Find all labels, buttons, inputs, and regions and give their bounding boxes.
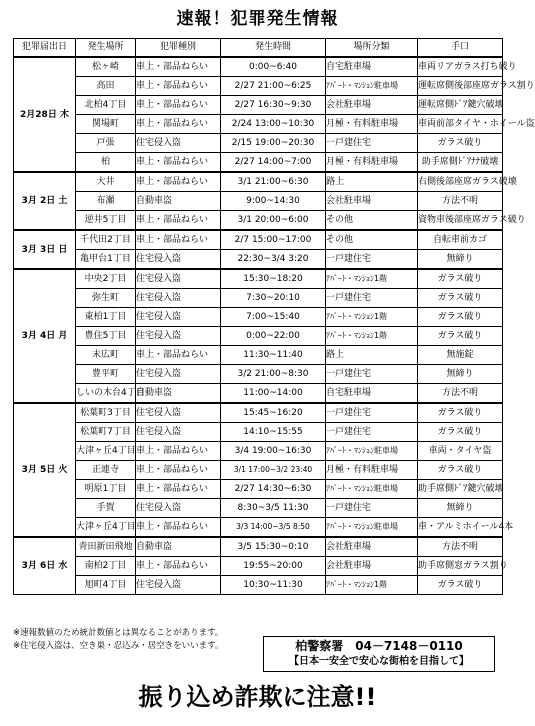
- place-type: 会社駐車場: [326, 96, 418, 115]
- incident-time: 7:30~20:10: [221, 289, 326, 308]
- place-type: 一戸建住宅: [326, 423, 418, 442]
- incident-place: しいの木台4丁目: [76, 384, 136, 404]
- crime-method: ガラス破り: [418, 461, 503, 480]
- place-type: ｱﾊﾟｰﾄ・ﾏﾝｼｮﾝ駐車場: [326, 480, 418, 499]
- crime-method: ガラス破り: [418, 134, 503, 153]
- table-row: [14, 115, 503, 134]
- incident-time: 2/27 21:00~6:25: [221, 77, 326, 96]
- note-line: ※住宅侵入盗は、空き巣・忍込み・居空きをいいます。: [13, 641, 224, 651]
- place-type: その他: [326, 211, 418, 231]
- crime-type: 車上・部品ねらい: [136, 346, 221, 365]
- incident-time: 3/1 20:00~6:00: [221, 211, 326, 231]
- incident-place: 亀甲台1丁目: [76, 250, 136, 270]
- incident-place: 松葉町3丁目: [76, 403, 136, 423]
- incident-place: 東柏1丁目: [76, 308, 136, 327]
- place-type: 一戸建住宅: [326, 250, 418, 270]
- report-date: 3月 6日 水: [14, 537, 76, 595]
- place-type: 一戸建住宅: [326, 365, 418, 384]
- incident-place: 豊住5丁目: [76, 327, 136, 346]
- crime-method: ガラス破り: [418, 576, 503, 595]
- police-slogan: 【日本一安全で安心な街柏を目指して】: [289, 656, 469, 667]
- table-row: [14, 384, 503, 404]
- incident-place: 戸張: [76, 134, 136, 153]
- table-row: [14, 557, 503, 576]
- place-type: 一戸建住宅: [326, 134, 418, 153]
- report-date: 3月 4日 月: [14, 269, 76, 403]
- crime-method: 無締り: [418, 499, 503, 518]
- crime-method: 車・アルミホイール4本: [418, 518, 503, 538]
- crime-method: 自転車前カゴ: [418, 230, 503, 250]
- incident-place: 大津ヶ丘4丁目: [76, 442, 136, 461]
- place-type: ｱﾊﾟｰﾄ・ﾏﾝｼｮﾝ1階: [326, 327, 418, 346]
- crime-method: 無施錠: [418, 346, 503, 365]
- incident-time: 2/24 13:00~10:30: [221, 115, 326, 134]
- incident-place: 正連寺: [76, 461, 136, 480]
- incident-place: 南柏2丁目: [76, 557, 136, 576]
- note-line: ※速報数値のため統計数値とは異なることがあります。: [13, 628, 224, 638]
- header-place-type: 場所分類: [326, 39, 418, 58]
- police-name-phone: 柏警察署 04－7148－0110: [295, 639, 463, 653]
- crime-method: ガラス破り: [418, 423, 503, 442]
- table-row: [14, 461, 503, 480]
- incident-place: 松ヶ崎: [76, 57, 136, 77]
- table-row: [14, 423, 503, 442]
- crime-type: 車上・部品ねらい: [136, 461, 221, 480]
- place-type: 月極・有料駐車場: [326, 115, 418, 134]
- incident-time: 2/15 19:00~20:30: [221, 134, 326, 153]
- header-time: 発生時間: [221, 39, 326, 58]
- table-row: [14, 211, 503, 231]
- table-row: [14, 365, 503, 384]
- crime-method: ガラス破り: [418, 327, 503, 346]
- crime-type: 住宅侵入盗: [136, 250, 221, 270]
- table-row: [14, 537, 503, 557]
- crime-type: 住宅侵入盗: [136, 365, 221, 384]
- crime-type: 車上・部品ねらい: [136, 557, 221, 576]
- incident-time: 19:55~20:00: [221, 557, 326, 576]
- table-row: [14, 480, 503, 499]
- place-type: 会社駐車場: [326, 557, 418, 576]
- incident-place: 柏: [76, 153, 136, 173]
- crime-type: 住宅侵入盗: [136, 308, 221, 327]
- crime-type: 車上・部品ねらい: [136, 480, 221, 499]
- table-row: [14, 518, 503, 538]
- incident-time: 3/2 21:00~8:30: [221, 365, 326, 384]
- date-group: [14, 269, 503, 403]
- incident-time: 11:30~11:40: [221, 346, 326, 365]
- incident-place: 千代田2丁目: [76, 230, 136, 250]
- crime-method: 資物車後部座席ガラス破り: [418, 211, 503, 231]
- crime-method: 方法不明: [418, 537, 503, 557]
- crime-type: 車上・部品ねらい: [136, 115, 221, 134]
- crime-type: 住宅侵入盗: [136, 576, 221, 595]
- incident-place: 布瀬: [76, 192, 136, 211]
- incident-time: 3/1 21:00~6:30: [221, 172, 326, 192]
- table-row: [14, 230, 503, 250]
- crime-method: 車両・タイヤ盗: [418, 442, 503, 461]
- header-method: 手口: [418, 39, 503, 58]
- crime-method: 車両リアガラス打ち破り: [418, 57, 503, 77]
- incident-time: 10:30~11:30: [221, 576, 326, 595]
- crime-method: ガラス破り: [418, 269, 503, 289]
- place-type: ｱﾊﾟｰﾄ・ﾏﾝｼｮﾝ1階: [326, 576, 418, 595]
- incident-place: 関場町: [76, 115, 136, 134]
- place-type: 自宅駐車場: [326, 384, 418, 404]
- crime-table: [13, 38, 535, 595]
- place-type: 会社駐車場: [326, 537, 418, 557]
- place-type: 会社駐車場: [326, 192, 418, 211]
- incident-place: 手賀: [76, 499, 136, 518]
- place-type: ｱﾊﾟｰﾄ・ﾏﾝｼｮﾝ1階: [326, 308, 418, 327]
- crime-method: 助手席側ﾄﾞｱﾅﾅ破壊: [418, 153, 503, 173]
- place-type: ｱﾊﾟｰﾄ・ﾏﾝｼｮﾝ駐車場: [326, 518, 418, 538]
- crime-method: 無締り: [418, 250, 503, 270]
- incident-time: 0:00~22:00: [221, 327, 326, 346]
- incident-time: 9:00~14:30: [221, 192, 326, 211]
- crime-type: 車上・部品ねらい: [136, 153, 221, 173]
- crime-type: 住宅侵入盗: [136, 289, 221, 308]
- report-date: 3月 5日 火: [14, 403, 76, 537]
- table-row: [14, 403, 503, 423]
- incident-time: 3/4 19:00~16:30: [221, 442, 326, 461]
- page-title: 速報！犯罪発生情報: [176, 9, 339, 29]
- incident-time: 3/1 17:00~3/2 23:40: [221, 461, 326, 480]
- table-row: [14, 308, 503, 327]
- header-place: 発生場所: [76, 39, 136, 58]
- place-type: ｱﾊﾟｰﾄ・ﾏﾝｼｮﾝ駐車場: [326, 442, 418, 461]
- crime-method: 助手席側窓ガラス割り: [418, 557, 503, 576]
- crime-method: 運転席側ﾄﾞｱ鍵穴破壊: [418, 96, 503, 115]
- incident-time: 22:30~3/4 3:20: [221, 250, 326, 270]
- table-row: [14, 250, 503, 270]
- crime-method: ガラス破り: [418, 403, 503, 423]
- date-group: [14, 403, 514, 537]
- crime-type: 車上・部品ねらい: [136, 57, 221, 77]
- incident-time: 3/3 14:00~3/5 8:50: [221, 518, 326, 538]
- crime-method: ガラス破り: [418, 289, 503, 308]
- incident-time: 15:45~16:20: [221, 403, 326, 423]
- crime-type: 住宅侵入盗: [136, 499, 221, 518]
- crime-type: 車上・部品ねらい: [136, 442, 221, 461]
- place-type: 自宅駐車場: [326, 57, 418, 77]
- table-row: [14, 499, 503, 518]
- place-type: ｱﾊﾟｰﾄ・ﾏﾝｼｮﾝ駐車場: [326, 77, 418, 96]
- incident-place: 逆井5丁目: [76, 211, 136, 231]
- table-row: [14, 346, 503, 365]
- fraud-warning: 振り込め詐欺に注意!!: [138, 683, 377, 711]
- incident-time: 7:00~15:40: [221, 308, 326, 327]
- incident-time: 0:00~6:40: [221, 57, 326, 77]
- table-row: [14, 96, 503, 115]
- incident-place: 松葉町7丁目: [76, 423, 136, 442]
- incident-place: 末広町: [76, 346, 136, 365]
- crime-method: 車両前部タイヤ・ホイール盗: [418, 115, 503, 134]
- header-type: 犯罪種別: [136, 39, 221, 58]
- header-date: 犯罪届出日: [14, 39, 76, 58]
- crime-method: 方法不明: [418, 192, 503, 211]
- crime-type: 車上・部品ねらい: [136, 230, 221, 250]
- table-row: [14, 576, 503, 595]
- place-type: 月極・有料駐車場: [326, 153, 418, 173]
- crime-type: 車上・部品ねらい: [136, 211, 221, 231]
- incident-place: 中央2丁目: [76, 269, 136, 289]
- date-group: [14, 57, 535, 172]
- table-row: [14, 57, 503, 77]
- report-date: 3月 3日 日: [14, 230, 76, 269]
- place-type: 月極・有料駐車場: [326, 461, 418, 480]
- incident-time: 2/27 16:30~9:30: [221, 96, 326, 115]
- incident-place: 北柏4丁目: [76, 96, 136, 115]
- incident-time: 3/5 15:30~0:10: [221, 537, 326, 557]
- table-header: [14, 39, 503, 58]
- incident-time: 14:10~15:55: [221, 423, 326, 442]
- incident-place: 弥生町: [76, 289, 136, 308]
- incident-time: 2/7 15:00~17:00: [221, 230, 326, 250]
- crime-type: 住宅侵入盗: [136, 269, 221, 289]
- place-type: その他: [326, 230, 418, 250]
- incident-place: 豊平町: [76, 365, 136, 384]
- crime-type: 車上・部品ねらい: [136, 172, 221, 192]
- table-row: [14, 269, 503, 289]
- crime-type: 車上・部品ねらい: [136, 518, 221, 538]
- incident-place: 青田新田飛地: [76, 537, 136, 557]
- table-row: [14, 442, 503, 461]
- incident-time: 2/27 14:30~6:30: [221, 480, 326, 499]
- crime-type: 住宅侵入盗: [136, 423, 221, 442]
- table-row: [14, 172, 503, 192]
- crime-method: 右側後部座席ガラス破壊: [418, 172, 503, 192]
- crime-type: 自動車盗: [136, 192, 221, 211]
- crime-method: ガラス破り: [418, 308, 503, 327]
- table-row: [14, 153, 503, 173]
- crime-type: 住宅侵入盗: [136, 327, 221, 346]
- crime-type: 住宅侵入盗: [136, 403, 221, 423]
- place-type: 一戸建住宅: [326, 499, 418, 518]
- date-group: [14, 230, 503, 269]
- date-group: [14, 537, 508, 595]
- police-contact-box: [263, 636, 495, 672]
- report-date: 3月 2日 土: [14, 172, 76, 230]
- crime-type: 車上・部品ねらい: [136, 96, 221, 115]
- crime-method: 助手席側ﾄﾞｱ鍵穴破壊: [418, 480, 503, 499]
- crime-method: 無締り: [418, 365, 503, 384]
- place-type: 路上: [326, 346, 418, 365]
- table-row: [14, 289, 503, 308]
- incident-place: 旭町4丁目: [76, 576, 136, 595]
- table-row: [14, 134, 503, 153]
- place-type: 路上: [326, 172, 418, 192]
- crime-type: 車上・部品ねらい: [136, 77, 221, 96]
- crime-method: 方法不明: [418, 384, 503, 404]
- incident-time: 2/27 14:00~7:00: [221, 153, 326, 173]
- incident-place: 大津ヶ丘4丁目: [76, 518, 136, 538]
- crime-type: 住宅侵入盗: [136, 134, 221, 153]
- crime-method: 運転席側後部座席ガラス割り: [418, 77, 503, 96]
- place-type: 一戸建住宅: [326, 403, 418, 423]
- date-group: [14, 172, 526, 230]
- table-row: [14, 77, 503, 96]
- crime-type: 自動車盗: [136, 384, 221, 404]
- table-row: [14, 327, 503, 346]
- crime-type: 自動車盗: [136, 537, 221, 557]
- place-type: 一戸建住宅: [326, 289, 418, 308]
- incident-place: 大井: [76, 172, 136, 192]
- incident-place: 高田: [76, 77, 136, 96]
- incident-place: 明原1丁目: [76, 480, 136, 499]
- table-row: [14, 192, 503, 211]
- incident-time: 11:00~14:00: [221, 384, 326, 404]
- incident-time: 15:30~18:20: [221, 269, 326, 289]
- report-date: 2月28日 木: [14, 57, 76, 172]
- incident-time: 8:30~3/5 11:30: [221, 499, 326, 518]
- place-type: ｱﾊﾟｰﾄ・ﾏﾝｼｮﾝ1階: [326, 269, 418, 289]
- notes: [13, 627, 273, 653]
